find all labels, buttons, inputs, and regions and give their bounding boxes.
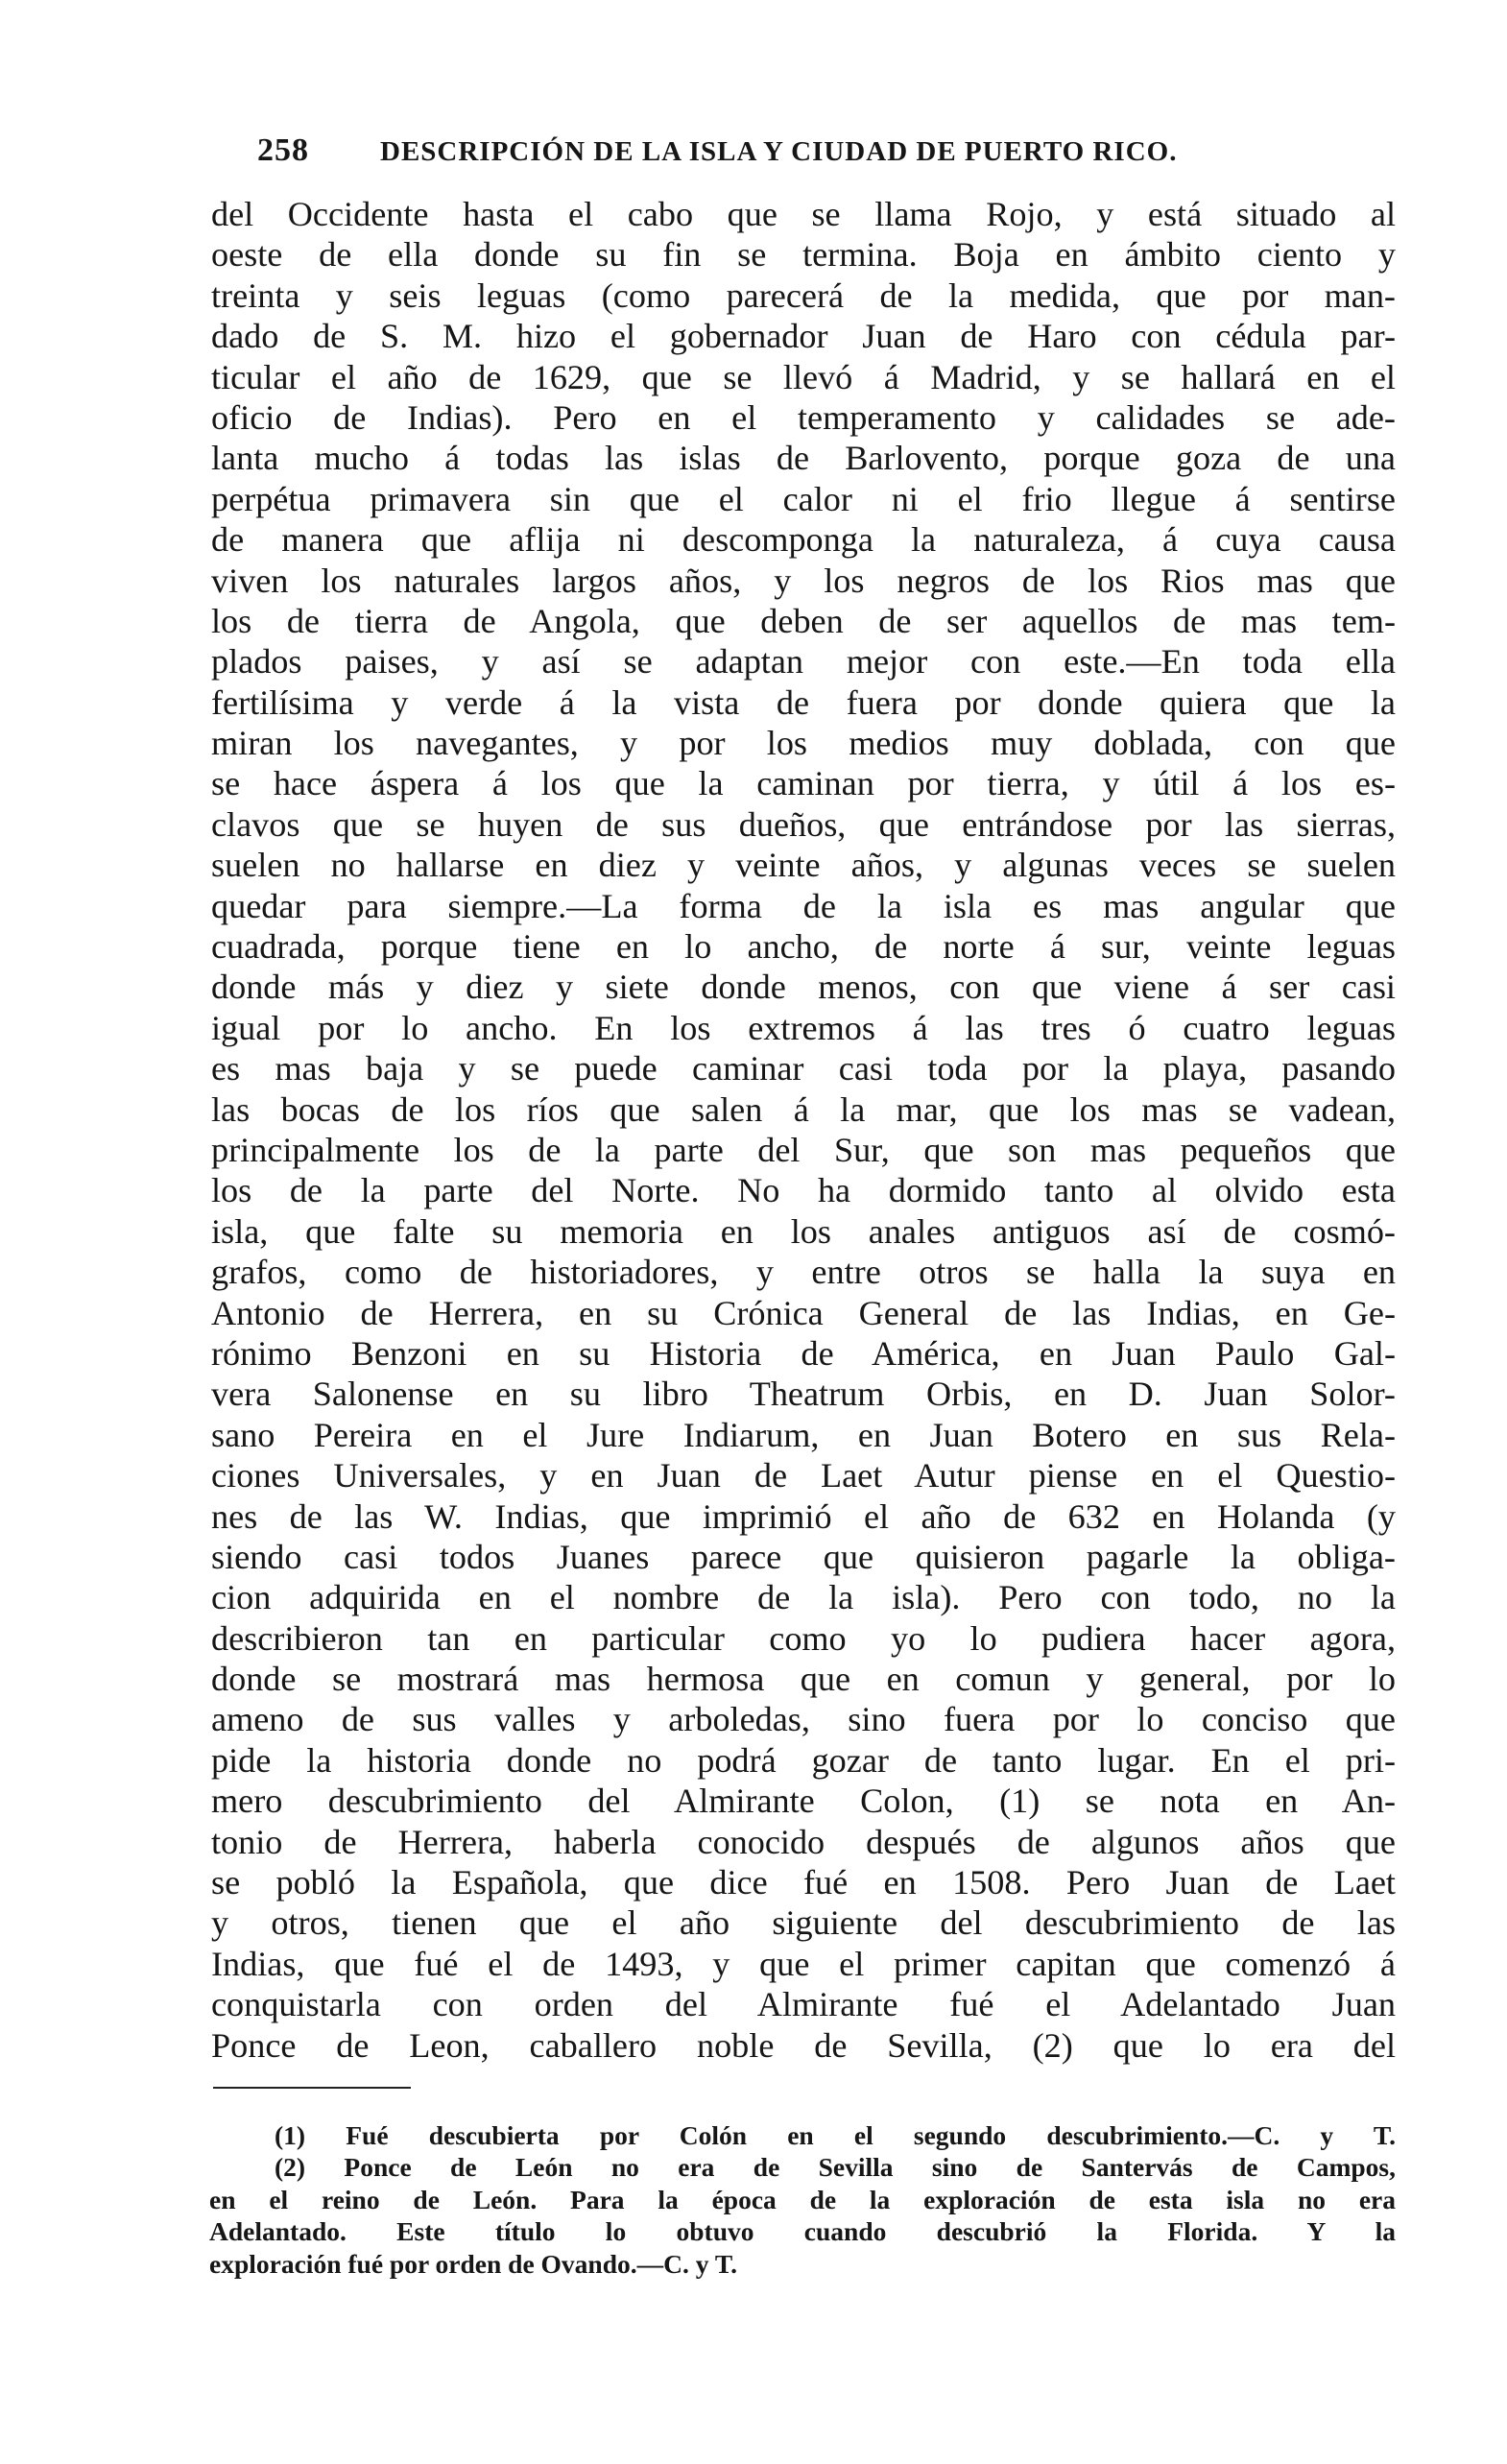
text-line: cuadrada, porque tiene en lo ancho, de norte á sur, veinte leguas: [211, 927, 1396, 967]
text-line: ameno de sus valles y arboledas, sino fuera por lo conciso que: [211, 1700, 1396, 1739]
footnote-line: (2) Ponce de León no era de Sevilla sino de Santervás de Campos,: [275, 2152, 1396, 2183]
page-number: 258: [257, 132, 309, 168]
text-line: vera Salonense en su libro Theatrum Orbis, en D. Juan Solor-: [211, 1375, 1396, 1414]
text-line: treinta y seis leguas (como parecerá de la medida, que por man-: [211, 275, 1396, 315]
footnote-line: Adelantado. Este título lo obtuvo cuando descubrió la Florida. Y la: [209, 2216, 1396, 2247]
text-line: siendo casi todos Juanes parece que quisieron pagarle la obliga-: [211, 1537, 1396, 1576]
text-line: suelen no hallarse en diez y veinte años, y algunas veces se suelen: [211, 846, 1396, 885]
text-line: grafos, como de historiadores, y entre otros se halla la suya en: [211, 1253, 1396, 1292]
text-line: se pobló la Española, que dice fué en 1508. Pero Juan de Laet: [211, 1863, 1396, 1902]
text-line: tonio de Herrera, haberla conocido después de algunos años que: [211, 1822, 1396, 1861]
footnote-line: exploración fué por orden de Ovando.—C. y T.: [209, 2248, 738, 2279]
text-line: donde se mostrará mas hermosa que en comun y general, por lo: [211, 1660, 1396, 1699]
text-line: los de tierra de Angola, que deben de ser aquellos de mas tem-: [211, 601, 1396, 640]
text-line: rónimo Benzoni en su Historia de América, en Juan Paulo Gal-: [211, 1333, 1396, 1373]
text-line: las bocas de los ríos que salen á la mar, que los mas se vadean,: [211, 1089, 1396, 1129]
text-line: oeste de ella donde su fin se termina. Boja en ámbito ciento y: [211, 235, 1396, 275]
text-line: mero descubrimiento del Almirante Colon, (1) se nota en An-: [211, 1782, 1396, 1821]
text-line: perpétua primavera sin que el calor ni el frio llegue á sentirse: [211, 479, 1396, 518]
text-line: viven los naturales largos años, y los negros de los Rios mas que: [211, 561, 1396, 600]
text-line: donde más y diez y siete donde menos, con que viene á ser casi: [211, 968, 1396, 1007]
text-line: lanta mucho á todas las islas de Barlovento, porque goza de una: [211, 439, 1396, 478]
text-line: sano Pereira en el Jure Indiarum, en Juan Botero en sus Rela-: [211, 1415, 1396, 1454]
running-head: DESCRIPCIÓN DE LA ISLA Y CIUDAD DE PUERTO RICO.: [380, 136, 1178, 167]
text-line: Antonio de Herrera, en su Crónica General de las Indias, en Ge-: [211, 1293, 1396, 1332]
text-line: igual por lo ancho. En los extremos á las tres ó cuatro leguas: [211, 1008, 1396, 1047]
text-line: isla, que falte su memoria en los anales antiguos así de cosmó-: [211, 1211, 1396, 1251]
footnotes: [209, 2119, 1396, 2280]
text-line: del Occidente hasta el cabo que se llama Rojo, y está situado al: [211, 195, 1396, 233]
text-line: nes de las W. Indias, que imprimió el año de 632 en Holanda (y: [211, 1496, 1396, 1536]
text-line: describieron tan en particular como yo lo pudiera hacer agora,: [211, 1618, 1396, 1658]
text-line: miran los navegantes, y por los medios muy doblada, con que: [211, 724, 1396, 763]
text-line: oficio de Indias). Pero en el temperamento y calidades se ade-: [211, 397, 1396, 437]
text-line: fertilísima y verde á la vista de fuera por donde quiera que la: [211, 682, 1396, 722]
text-line: ciones Universales, y en Juan de Laet Autur piense en el Questio-: [211, 1456, 1396, 1495]
text-line: cion adquirida en el nombre de la isla). Pero con todo, no la: [211, 1578, 1396, 1617]
text-line: es mas baja y se puede caminar casi toda por la playa, pasando: [211, 1049, 1396, 1088]
text-line: clavos que se huyen de sus dueños, que entrándose por las sierras,: [211, 804, 1396, 844]
text-line: principalmente los de la parte del Sur, que son mas pequeños que: [211, 1130, 1396, 1169]
body-text: [211, 194, 1396, 2066]
text-line: conquistarla con orden del Almirante fué el Adelantado Juan: [211, 1985, 1396, 2024]
text-line: de manera que aflija ni descomponga la naturaleza, á cuya causa: [211, 520, 1396, 560]
text-line: dado de S. M. hizo el gobernador Juan de Haro con cédula par-: [211, 317, 1396, 356]
text-line: plados paises, y así se adaptan mejor con este.—En toda ella: [211, 642, 1396, 682]
text-line: Ponce de Leon, caballero noble de Sevilla, (2) que lo era del: [211, 2025, 1396, 2065]
text-line: y otros, tienen que el año siguiente del descubrimiento de las: [211, 1903, 1396, 1943]
text-line: se hace áspera á los que la caminan por tierra, y útil á los es-: [211, 764, 1396, 803]
text-line: Indias, que fué el de 1493, y que el primer capitan que comenzó á: [211, 1944, 1396, 1983]
text-line: pide la historia donde no podrá gozar de tanto lugar. En el pri-: [211, 1740, 1396, 1780]
footnote-line: en el reino de León. Para la época de la exploración de esta isla no era: [209, 2184, 1396, 2214]
text-line: quedar para siempre.—La forma de la isla es mas angular que: [211, 886, 1396, 925]
page-header: [257, 132, 1227, 171]
text-line: los de la parte del Norte. No ha dormido tanto al olvido esta: [211, 1171, 1396, 1210]
footnote-rule: [213, 2087, 411, 2089]
footnote-line: (1) Fué descubierta por Colón en el segundo descubrimiento.—C. y T.: [275, 2120, 1396, 2150]
text-line: ticular el año de 1629, que se llevó á Madrid, y se hallará en el: [211, 357, 1396, 396]
